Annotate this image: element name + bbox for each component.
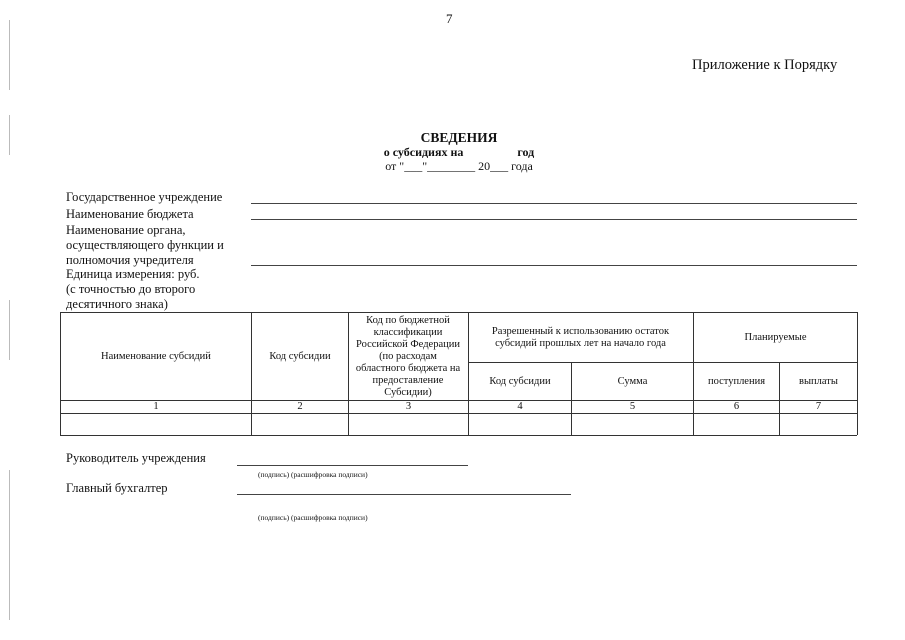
document-title: СВЕДЕНИЯ (420, 130, 498, 145)
field-label-unit-line: (с точностью до второго (66, 282, 196, 296)
subtitle-right: год (517, 145, 535, 159)
signature-hint-director: (подпись) (расшифровка подписи) (258, 470, 368, 479)
table-data-cell[interactable] (349, 414, 468, 435)
header-planned-payments: выплаты (799, 375, 838, 387)
appendix-caption: Приложение к Порядку (692, 57, 838, 73)
column-number: 7 (815, 401, 822, 412)
column-number: 1 (153, 401, 159, 412)
table-data-cell[interactable] (252, 414, 348, 435)
header-allowed-sum: Сумма (617, 375, 648, 387)
table-data-cell[interactable] (469, 414, 571, 435)
signature-hint-accountant: (подпись) (расшифровка подписи) (258, 513, 368, 522)
field-line-institution[interactable] (251, 203, 857, 204)
document-header (300, 130, 618, 174)
table-border-bottom (60, 435, 857, 436)
field-label-unit-line: десятичного знака) (66, 297, 168, 311)
header-allowed-subsidy-code: Код субсидии (489, 375, 551, 387)
page-number: 7 (446, 11, 453, 26)
field-label-founder-line: полномочия учредителя (66, 253, 194, 267)
document-date-line: от "___"________ 20___ года (385, 159, 533, 173)
signature-line-accountant[interactable] (237, 494, 571, 495)
field-label-budget: Наименование бюджета (66, 207, 194, 221)
field-line-budget[interactable] (251, 219, 857, 220)
table-data-cell[interactable] (694, 414, 779, 435)
scan-margin-mark (9, 115, 10, 155)
table-data-cell[interactable] (572, 414, 693, 435)
table-data-cell[interactable] (61, 414, 251, 435)
header-subsidy-code: Код субсидии (269, 350, 331, 362)
table-border-right (857, 312, 858, 435)
subtitle-left: о субсидиях на (383, 145, 464, 159)
field-label-institution: Государственное учреждение (66, 190, 223, 204)
column-number: 2 (297, 401, 303, 412)
header-planned: Планируемые (744, 331, 807, 343)
signature-label-director: Руководитель учреждения (66, 451, 206, 465)
header-planned-income: поступления (707, 375, 766, 387)
table-data-cell[interactable] (780, 414, 857, 435)
scan-margin-mark (9, 300, 10, 360)
scan-margin-mark (9, 20, 10, 90)
field-label-unit (66, 267, 200, 312)
field-label-unit-line: Единица измерения: руб. (66, 267, 200, 281)
column-number: 5 (629, 401, 636, 412)
header-allowed-remainder: Разрешенный к использованию остаток субсидий прошлых лет на начало года (491, 325, 670, 349)
column-number: 3 (405, 401, 412, 412)
header-budget-classification-code: Код по бюджетной классификации Российской Федерации (по расходам областного бюджета на предоставление Субсидии) (355, 314, 461, 398)
scan-margin-mark (9, 470, 10, 620)
field-label-founder-line: осуществляющего функции и (66, 238, 224, 252)
signature-label-accountant: Главный бухгалтер (66, 481, 168, 495)
column-number: 6 (733, 401, 740, 412)
field-label-founder (66, 223, 224, 268)
field-line-founder[interactable] (251, 265, 857, 266)
document-subtitle (300, 145, 618, 159)
column-number: 4 (517, 401, 523, 412)
header-subsidy-name: Наименование субсидий (101, 350, 211, 362)
signature-line-director[interactable] (237, 465, 468, 466)
field-label-founder-line: Наименование органа, (66, 223, 186, 237)
